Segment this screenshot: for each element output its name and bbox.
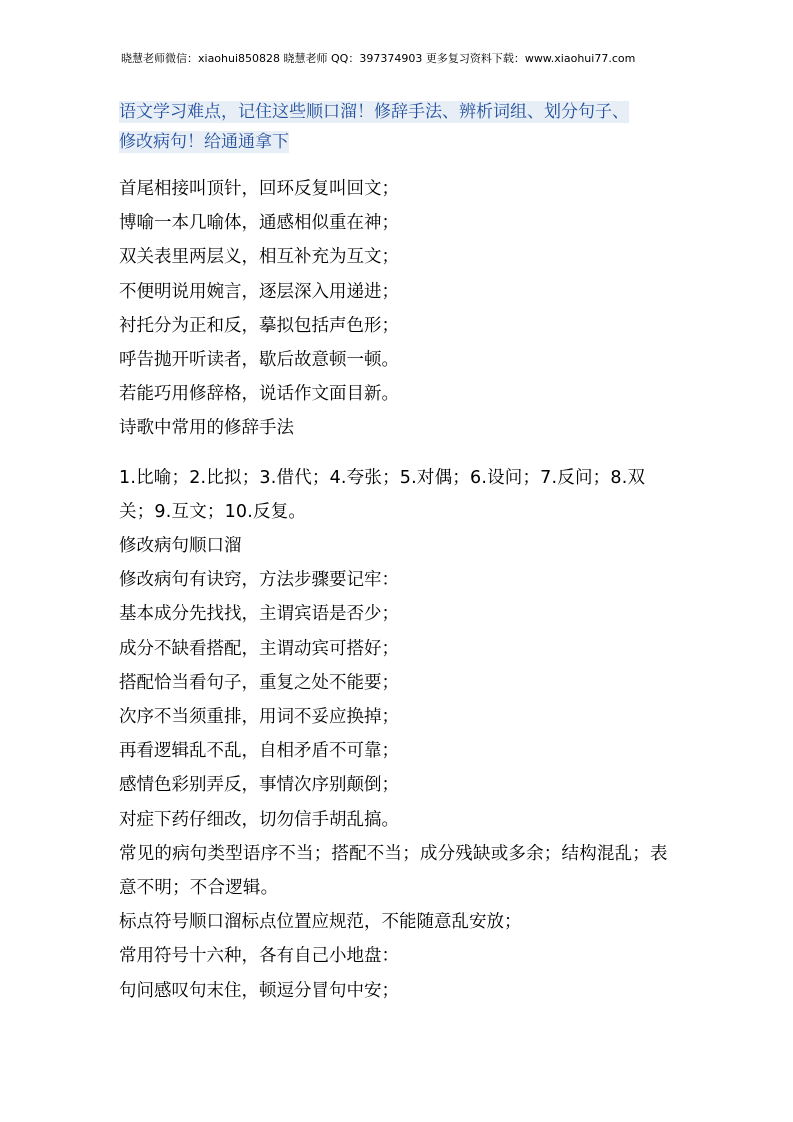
article-title (119, 97, 679, 157)
title-line-2: 修改病句！给通通拿下 (119, 132, 289, 152)
body-line: 成分不缺看搭配，主谓动宾可搭好； (119, 638, 399, 659)
body-line: 若能巧用修辞格，说话作文面目新。 (119, 384, 399, 405)
body-line: 修改病句有诀窍，方法步骤要记牢： (119, 570, 399, 591)
section-heading-sentence-fix: 修改病句顺口溜 (119, 536, 242, 557)
page-header: 晓慧老师微信：xiaohui850828 晓慧老师 QQ：397374903 更多复习资料下载：www.xiaohui77.com (121, 52, 636, 65)
body-line: 感情色彩别弄反，事情次序别颠倒； (119, 775, 399, 796)
body-line: 基本成分先找找，主谓宾语是否少； (119, 604, 399, 625)
rhetoric-list: 1.比喻；2.比拟；3.借代；4.夸张；5.对偶；6.设问；7.反问；8.双关；9.互文；10.反复。 (119, 467, 646, 522)
body-line: 常用符号十六种，各有自己小地盘： (119, 946, 399, 967)
paragraph-gap (119, 446, 679, 461)
title-line-1: 语文学习难点，记住这些顺口溜！修辞手法、辨析词组、划分句子、 (119, 102, 629, 122)
body-line: 标点符号顺口溜标点位置应规范，不能随意乱安放； (119, 912, 522, 933)
body-line: 不便明说用婉言，逐层深入用递进； (119, 281, 399, 302)
body-line: 对症下药仔细改，切勿信手胡乱搞。 (119, 809, 399, 830)
article-body (119, 172, 679, 1008)
body-line: 衬托分为正和反，摹拟包括声色形； (119, 315, 399, 336)
body-line: 双关表里两层义，相互补充为互文； (119, 247, 399, 268)
section-heading-poetry: 诗歌中常用的修辞手法 (119, 418, 294, 439)
body-line: 呼告抛开听读者，歇后故意顿一顿。 (119, 350, 399, 371)
body-line: 搭配恰当看句子，重复之处不能要； (119, 672, 399, 693)
body-line: 再看逻辑乱不乱，自相矛盾不可靠； (119, 741, 399, 762)
common-errors-paragraph: 常见的病句类型语序不当；搭配不当；成分残缺或多余；结构混乱；表意不明；不合逻辑。 (119, 843, 668, 899)
body-line: 次序不当须重排，用词不妥应换掉； (119, 707, 399, 728)
body-line: 首尾相接叫顶针，回环反复叫回文； (119, 179, 399, 199)
body-line: 句问感叹句末住，顿逗分冒句中安； (119, 980, 399, 1001)
body-line: 博喻一本几喻体，通感相似重在神； (119, 213, 399, 234)
